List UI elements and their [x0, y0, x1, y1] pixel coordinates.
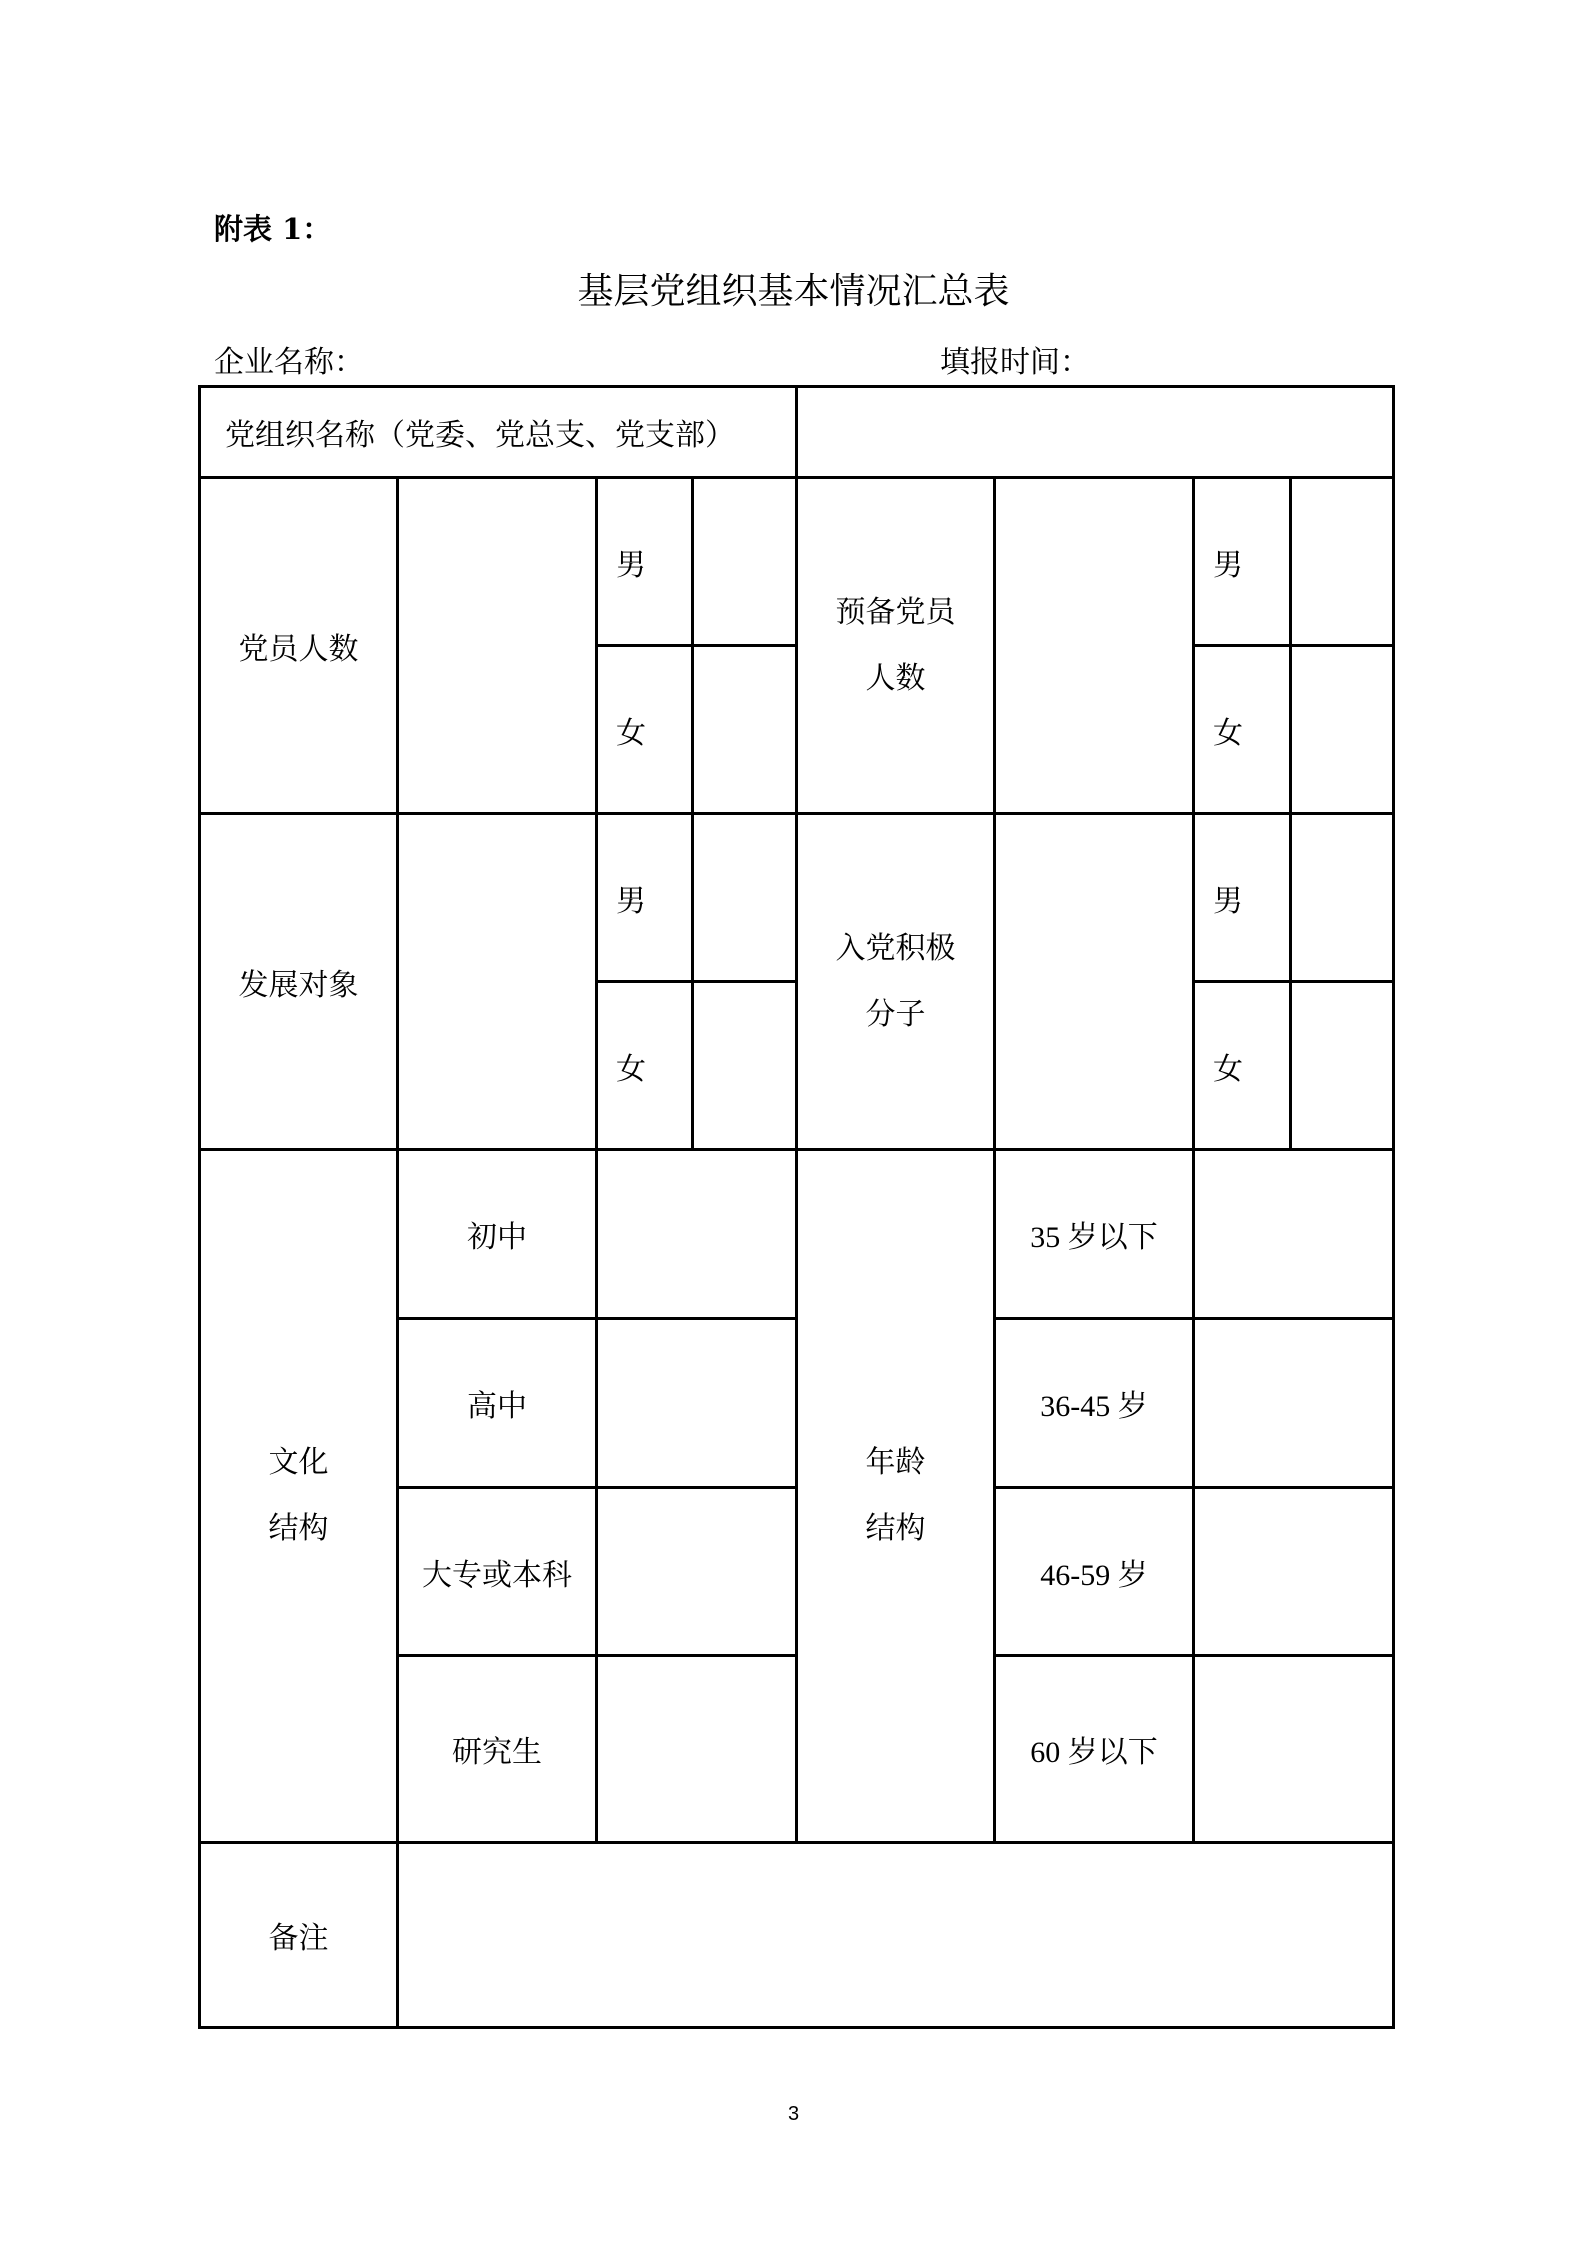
page-title: 基层党组织基本情况汇总表	[577, 271, 1010, 312]
activists-label-line1: 入党积极	[835, 930, 956, 966]
company-name-label: 企业名称：	[214, 345, 364, 380]
org-name-value-cell[interactable]	[797, 387, 1394, 478]
report-date-label: 填报时间：	[940, 345, 1090, 380]
development-targets-male-cell[interactable]	[693, 814, 797, 982]
age-structure-label	[797, 1150, 995, 1843]
activists-female-label: 女	[1194, 982, 1291, 1150]
education-level-junior-high: 初中	[398, 1150, 597, 1319]
age-label-line2: 结构	[865, 1511, 926, 1546]
probationary-female-label: 女	[1194, 646, 1291, 814]
party-members-female-label: 女	[597, 646, 693, 814]
age-60-cell[interactable]	[1194, 1656, 1394, 1843]
development-targets-label: 发展对象	[200, 814, 398, 1150]
remarks-label: 备注	[200, 1843, 398, 2028]
development-targets-male-label: 男	[597, 814, 693, 982]
probationary-label-line1: 预备党员	[835, 594, 956, 630]
development-targets-female-label: 女	[597, 982, 693, 1150]
age-range-under-35: 35 岁以下	[995, 1150, 1194, 1319]
activists-male-label: 男	[1194, 814, 1291, 982]
age-46-59-cell[interactable]	[1194, 1488, 1394, 1656]
education-senior-high-cell[interactable]	[597, 1319, 797, 1488]
attachment-label: 附表 1：	[214, 212, 332, 246]
summary-form-table	[198, 385, 1395, 2029]
age-range-36-45: 36-45 岁	[995, 1319, 1194, 1488]
probationary-members-label	[797, 478, 995, 814]
party-members-male-cell[interactable]	[693, 478, 797, 646]
page-number: 3	[787, 2103, 800, 2125]
education-structure-label	[200, 1150, 398, 1843]
education-level-senior-high: 高中	[398, 1319, 597, 1488]
education-label-line1: 文化	[268, 1445, 329, 1480]
age-36-45-cell[interactable]	[1194, 1319, 1394, 1488]
activists-label	[797, 814, 995, 1150]
age-label-line1: 年龄	[865, 1445, 926, 1480]
activists-label-line2: 分子	[865, 996, 926, 1032]
party-members-female-cell[interactable]	[693, 646, 797, 814]
party-members-male-label: 男	[597, 478, 693, 646]
party-members-label: 党员人数	[200, 478, 398, 814]
org-name-label: 党组织名称（党委、党总支、党支部）	[200, 387, 797, 478]
activists-male-cell[interactable]	[1291, 814, 1394, 982]
age-under-35-cell[interactable]	[1194, 1150, 1394, 1319]
development-targets-female-cell[interactable]	[693, 982, 797, 1150]
development-targets-total-cell[interactable]	[398, 814, 597, 1150]
education-level-postgraduate: 研究生	[398, 1656, 597, 1843]
remarks-cell[interactable]	[398, 1843, 1394, 2028]
probationary-total-cell[interactable]	[995, 478, 1194, 814]
age-range-60: 60 岁以下	[995, 1656, 1194, 1843]
probationary-label-line2: 人数	[865, 660, 926, 696]
education-label-line2: 结构	[268, 1511, 329, 1546]
probationary-male-cell[interactable]	[1291, 478, 1394, 646]
education-college-cell[interactable]	[597, 1488, 797, 1656]
party-members-total-cell[interactable]	[398, 478, 597, 814]
education-postgraduate-cell[interactable]	[597, 1656, 797, 1843]
activists-female-cell[interactable]	[1291, 982, 1394, 1150]
age-range-46-59: 46-59 岁	[995, 1488, 1194, 1656]
probationary-female-cell[interactable]	[1291, 646, 1394, 814]
probationary-male-label: 男	[1194, 478, 1291, 646]
activists-total-cell[interactable]	[995, 814, 1194, 1150]
education-junior-high-cell[interactable]	[597, 1150, 797, 1319]
education-level-college: 大专或本科	[398, 1488, 597, 1656]
